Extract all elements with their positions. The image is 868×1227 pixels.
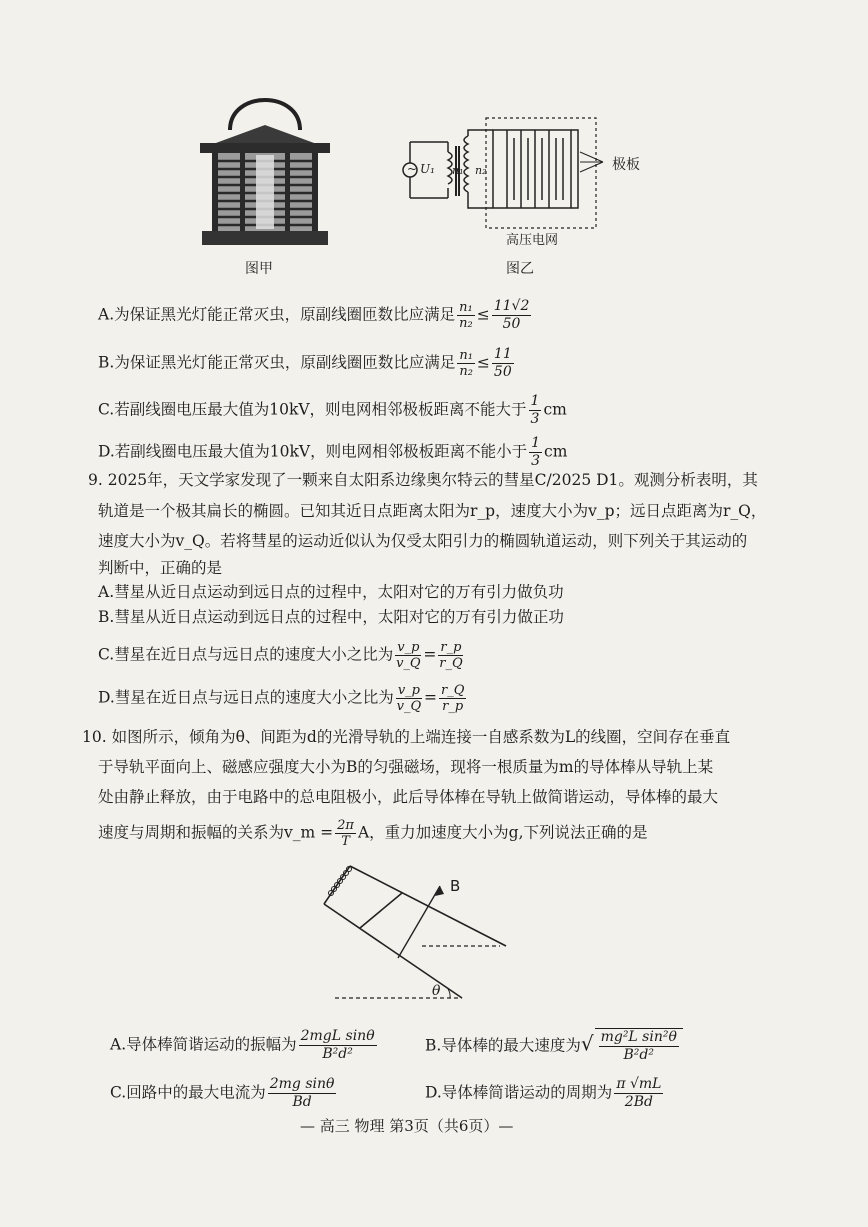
q8-c-num: 1 xyxy=(530,393,540,409)
tilde-label: ~ xyxy=(407,162,418,176)
q9-stem-line-2: 轨道是一个极其扁长的椭圆。已知其近日点距离太阳为r_p，速度大小为v_p；远日点距离为r_Q， xyxy=(98,502,767,520)
q8-b-rhs-num: 11 xyxy=(493,346,512,362)
q10-option-b-text: B.导体棒的最大速度为 xyxy=(425,1036,581,1055)
q8-c-unit: cm xyxy=(543,400,567,419)
q10-d-num: π √mL xyxy=(616,1076,662,1092)
q9-c-lhs-den: v_Q xyxy=(396,656,421,671)
n2-label: n₂ xyxy=(475,164,487,177)
q9-c-rhs-den: r_Q xyxy=(439,656,463,671)
q10-stem-line-2: 于导轨平面向上、磁感应强度大小为B的匀强磁场，现将一根质量为m的导体棒从导轨上某 xyxy=(98,758,714,776)
q10-b-den: B²d² xyxy=(623,1047,654,1063)
q8-c-den: 3 xyxy=(530,411,540,427)
q10-c-den: Bd xyxy=(292,1094,312,1110)
q10-option-d xyxy=(425,1076,665,1111)
q8-b-ratio-num: n₁ xyxy=(459,348,473,363)
q10-option-b: B.导体棒的最大速度为√ $\frac{\text{mg²L sin²θ}}{\text{B²d²}}$ xyxy=(425,1028,683,1064)
plates-label: 极板 xyxy=(612,157,640,173)
q10-option-d-text: D.导体棒简谐运动的周期为 xyxy=(425,1083,613,1102)
n1-label: n₁ xyxy=(452,164,464,177)
q10-option-a-text: A.导体棒简谐运动的振幅为 xyxy=(110,1035,297,1054)
figure-a-caption: 图甲 xyxy=(245,261,273,277)
q10-stem-line-1: 10. 如图所示，倾角为θ、间距为d的光滑导轨的上端连接一自感系数为L的线圈，空间存在垂直 xyxy=(82,728,731,746)
q10-stem-line-3: 处由静止释放，由于电路中的总电阻极小，此后导体棒在导轨上做简谐运动，导体棒的最大 xyxy=(98,788,719,806)
q9-c-eq: = xyxy=(423,645,437,664)
q8-option-a xyxy=(98,298,533,333)
q8-a-rel: ≤ xyxy=(476,305,490,324)
q9-d-rhs-num: r_Q xyxy=(440,683,465,698)
q10-c-num: 2mg sinθ xyxy=(269,1076,335,1092)
q8-option-a-text: A.为保证黑光灯能正常灭虫，原副线圈匝数比应满足 xyxy=(98,305,456,324)
q10-option-c xyxy=(110,1076,338,1111)
q9-option-d-text: D.彗星在近日点与远日点的速度大小之比为 xyxy=(98,688,394,707)
q8-option-c xyxy=(98,393,567,428)
q8-b-rel: ≤ xyxy=(476,353,490,372)
q9-stem-line-1: 9. 2025年，天文学家发现了一颗来自太阳系边缘奥尔特云的彗星C/2025 D1。观测分析表明，其 xyxy=(88,471,758,489)
bug-zapper-lantern-image xyxy=(190,85,340,250)
q9-option-c xyxy=(98,640,465,671)
q8-option-b-text: B.为保证黑光灯能正常灭虫，原副线圈匝数比应满足 xyxy=(98,353,456,372)
q8-option-d-text: D.若副线圈电压最大值为10kV，则电网相邻极板距离不能小于 xyxy=(98,442,528,461)
q9-option-c-text: C.彗星在近日点与远日点的速度大小之比为 xyxy=(98,645,394,664)
inclined-rails-diagram xyxy=(310,858,520,1008)
q8-a-rhs-den: 50 xyxy=(502,316,521,332)
q9-stem-line-3: 速度大小为v_Q。若将彗星的运动近似认为仅受太阳引力的椭圆轨道运动，则下列关于其运动的 xyxy=(98,532,748,550)
q10-line4-num: 2π xyxy=(337,818,354,833)
q8-d-unit: cm xyxy=(544,442,568,461)
field-b-label: B xyxy=(450,877,461,895)
q8-a-ratio-num: n₁ xyxy=(459,300,473,315)
grid-label: 高压电网 xyxy=(506,233,559,248)
q8-option-b xyxy=(98,346,516,381)
u1-label: U₁ xyxy=(420,162,435,176)
q9-d-rhs-den: r_p xyxy=(442,699,464,714)
q8-d-den: 3 xyxy=(531,453,541,469)
figure-b-caption: 图乙 xyxy=(506,261,534,277)
q10-option-a xyxy=(110,1028,379,1063)
q8-option-c-text: C.若副线圈电压最大值为10kV，则电网相邻极板距离不能大于 xyxy=(98,400,527,419)
q10-line4-den: T xyxy=(341,834,350,849)
q10-stem-line-4 xyxy=(98,818,648,849)
q9-d-eq: = xyxy=(423,688,437,707)
q9-option-d xyxy=(98,683,468,714)
theta-label: θ xyxy=(432,983,441,999)
q9-stem-line-4: 判断中，正确的是 xyxy=(98,559,223,577)
transformer-grid-diagram xyxy=(398,112,648,242)
q10-line4-a: 速度与周期和振幅的关系为v_m = xyxy=(98,823,334,842)
q8-d-num: 1 xyxy=(531,435,541,451)
q9-d-lhs-num: v_p xyxy=(397,683,420,698)
q10-line4-b: A，重力加速度大小为g,下列说法正确的是 xyxy=(357,823,648,842)
q10-d-den: 2Bd xyxy=(624,1094,653,1110)
page-footer: — 高三 物理 第3页（共6页）— xyxy=(300,1117,514,1135)
q9-d-lhs-den: v_Q xyxy=(396,699,422,714)
q9-c-lhs-num: v_p xyxy=(397,640,420,655)
q9-c-rhs-num: r_p xyxy=(440,640,462,655)
q8-a-ratio-den: n₂ xyxy=(459,316,473,331)
q8-b-rhs-den: 50 xyxy=(493,364,512,380)
q10-option-c-text: C.回路中的最大电流为 xyxy=(110,1083,266,1102)
q10-a-den: B²d² xyxy=(322,1046,353,1062)
q8-a-rhs-num: 11√2 xyxy=(493,298,530,314)
q8-option-d xyxy=(98,435,567,470)
q8-b-ratio-den: n₂ xyxy=(459,364,473,379)
q10-a-num: 2mgL sinθ xyxy=(300,1028,375,1044)
q9-option-b: B.彗星从近日点运动到远日点的过程中，太阳对它的万有引力做正功 xyxy=(98,608,564,626)
q10-b-num: mg²L sin²θ xyxy=(600,1029,677,1045)
q9-option-a: A.彗星从近日点运动到远日点的过程中，太阳对它的万有引力做负功 xyxy=(98,583,564,601)
